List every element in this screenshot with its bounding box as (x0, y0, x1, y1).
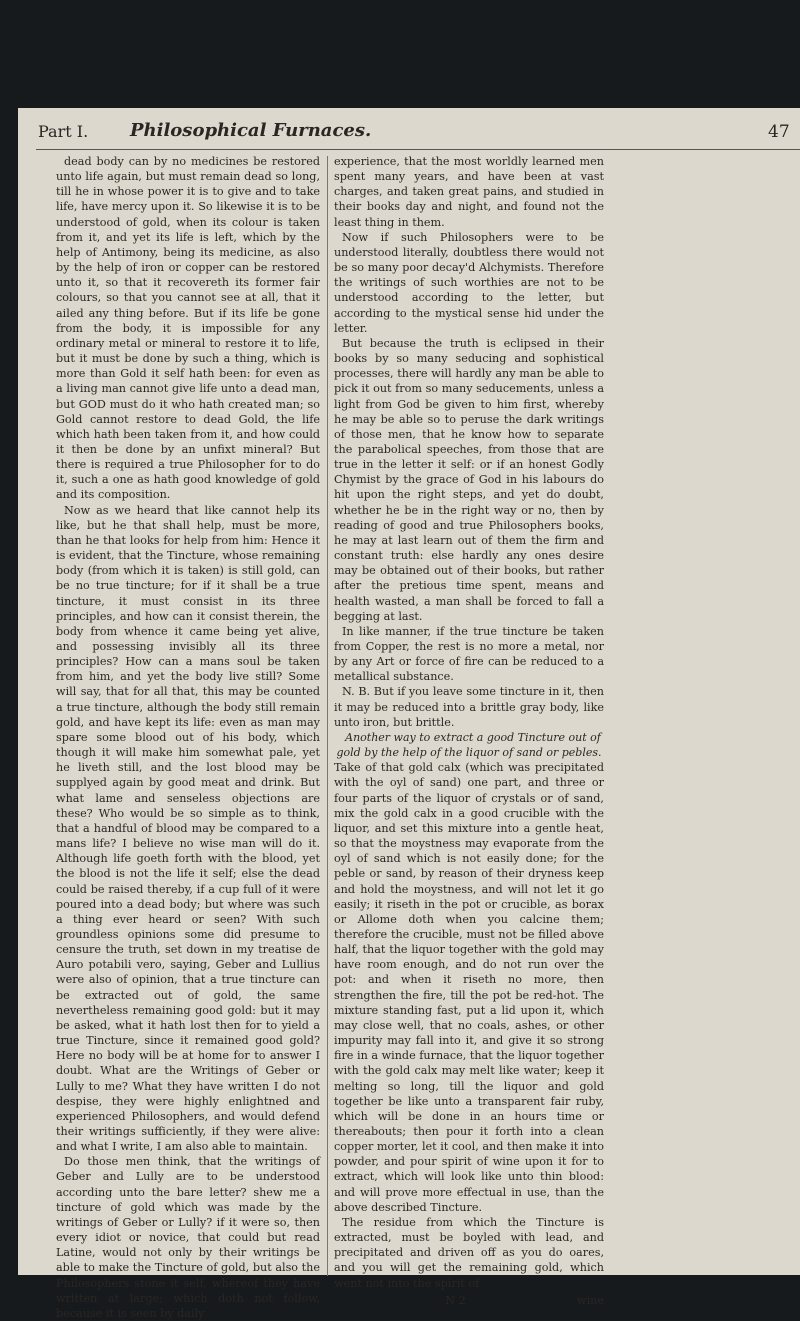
paragraph: The residue from which the Tincture is extracted, must be boyled with lead, and precipitated and driven off as you do oares, and you will get the remaining gold, which went not into the spirit of (334, 1215, 604, 1290)
paragraph: Do those men think, that the writings of Geber and Lully are to be understood according unto the bare letter? shew me a tincture of gold which was made by the writings of Geber or Lully? if it were so, then every idiot or novice, that could but read Latine, would not only by their writings be able to make the Tincture of gold, but also the Philosophers stone it self, whereof they have written at large; which doth not follow, because it is seen by daily (56, 1155, 320, 1320)
running-title: Philosophical Furnaces. (130, 120, 372, 141)
paragraph: N. B. But if you leave some tincture in it, then it may be reduced into a brittle gray body, like unto iron, but brittle. (334, 685, 604, 729)
header-rule (36, 149, 800, 150)
paragraph: Now as we heard that like cannot help its like, but he that shall help, must be more, than he that looks for help from him: Hence it is evident, that the Tincture, whose remaining body (from which it is taken) is still gold, can be no true tincture; for if it shall be a true tincture, it must consist in its three principles, and how can it consist therein, the body from whence it came being yet alive, and possessing invisibly all its three principles? How can a mans soul be taken from him, and yet the body live still? Some will say, that for all that, this may be counted a true tincture, although the body still remain gold, and have kept its life: even as man may spare some blood out of his body, which though it will make him somewhat pale, yet he liveth still, and the lost blood may be supplyed again by good meat and drink. But what lame and senseless objections are these? Who would be so simple as to think, that a handful of blood may be compared to a mans life? I believe no wise man will do it. Although life goeth forth with the blood, yet the blood is not the life it self; else the dead could be raised thereby, if a cup full of it were poured into a dead body; but where was such a thing ever heard or seen? With such groundless opinions some did presume to censure the truth, set down in my treatise de Auro potabili vero, saying, Geber and Lullius were also of opinion, that a true tincture can be extracted out of gold, the same nevertheless remaining good gold: but it may be asked, what it hath lost then for to yield a true Tincture, since it remained good gold? Here no body will be at home for to answer I doubt. What are the Writings of Geber or Lully to me? What they have written I do not despise, they were highly enlightned and experienced Philosophers, and would defend their writings sufficiently, if they were alive: and what I write, I am also able to maintain. (56, 503, 320, 1154)
paragraph: In like manner, if the true tincture be taken from Copper, the rest is no more a metal, nor by any Art or force of fire can be reduced to a metallical substance. (334, 624, 604, 684)
right-column (334, 154, 604, 1308)
left-column (56, 154, 320, 1321)
header-part: Part I. (38, 122, 89, 141)
catchword: wine (577, 1293, 604, 1307)
book-page (18, 108, 800, 1320)
paragraph: dead body can by no medicines be restored unto life again, but must remain dead so long, till he in whose power it is to give and to take life, have mercy upon it. So likewise it is to be understood of gold, when its colour is taken from it, and yet its life is left, which by the help of Antimony, being its medicine, as also by the help of iron or copper can be restored unto it, so that it recovereth its former fair colours, so that you cannot see at all, that it ailed any thing before. But if its life be gone from the body, it is impossible for any ordinary metal or mineral to restore it to life, but it must be done by such a thing, which is more than Gold it self hath been: for even as a living man cannot give life unto a dead man, but GOD must do it who hath created man; so Gold cannot restore to dead Gold, the life which hath been taken from it, and how could it then be done by an unfixt mineral? But there is required a true Philosopher for to do it, such a one as hath good knowledge of gold and its composition. (56, 155, 320, 502)
paragraph: Take of that gold calx (which was precipitated with the oyl of sand) one part, and three or four parts of the liquor of crystals or of sand, mix the gold calx in a good crucible with the liquor, and set this mixture into a gentle heat, so that the moystness may evaporate from the oyl of sand which is not easily done; for the peble or sand, by reason of their dryness keep and hold the moystness, and will not let it go easily; it riseth in the pot or crucible, as borax or Allome doth when you calcine them; therefore the crucible, must not be filled above half, that the liquor together with the gold may have room enough, and do not run over the pot: and when it riseth no more, then strengthen the fire, till the pot be red-hot. The mixture standing fast, put a lid upon it, which may close well, that no coals, ashes, or other impurity may fall into it, and give it so strong fire in a winde furnace, that the liquor together with the gold calx may melt like water; keep it melting so long, till the liquor and gold together be like unto a transparent fair ruby, which will be done in an hours time or thereabouts; then pour it forth into a clean copper morter, let it cool, and then make it into powder, and pour spirit of wine upon it for to extract, which will look like unto thin blood: and will prove more effectual in use, than the above described Tincture. (334, 761, 604, 1214)
paragraph: But because the truth is eclipsed in their books by so many seducing and sophistical processes, there will hardly any man be able to pick it out from so many seducements, unless a light from God be given to him first, whereby he may be able so to peruse the dark writings of those men, that he know how to separate the parabolical speeches, from those that are true in the letter it self: or if an honest Godly Chymist by the grace of God in his labours do hit upon the right steps, and yet do doubt, whether he be in the right way or no, then by reading of good and true Philosophers books, he may at last learn out of them the firm and constant truth: else hardly any ones desire may be obtained out of their books, but rather after the pretious time spent, means and health wasted, a man shall be forced to fall a begging at last. (334, 336, 604, 623)
signature-mark: N 2 (445, 1293, 466, 1307)
section-subheading: Another way to extract a good Tincture out of gold by the help of the liquor of sand or pebles. (336, 730, 602, 760)
signature-line (334, 1293, 604, 1308)
page-number: 47 (768, 122, 790, 142)
paragraph: Now if such Philosophers were to be understood literally, doubtless there would not be so many poor decay'd Alchymists. Therefore the writings of such worthies are not to be understood according to the letter, but according to the mystical sense hid under the letter. (334, 230, 604, 335)
column-divider (327, 156, 328, 1276)
paragraph: experience, that the most worldly learned men spent many years, and have been at vast charges, and taken great pains, and studied in their books day and night, and found not the least thing in them. (334, 155, 604, 229)
